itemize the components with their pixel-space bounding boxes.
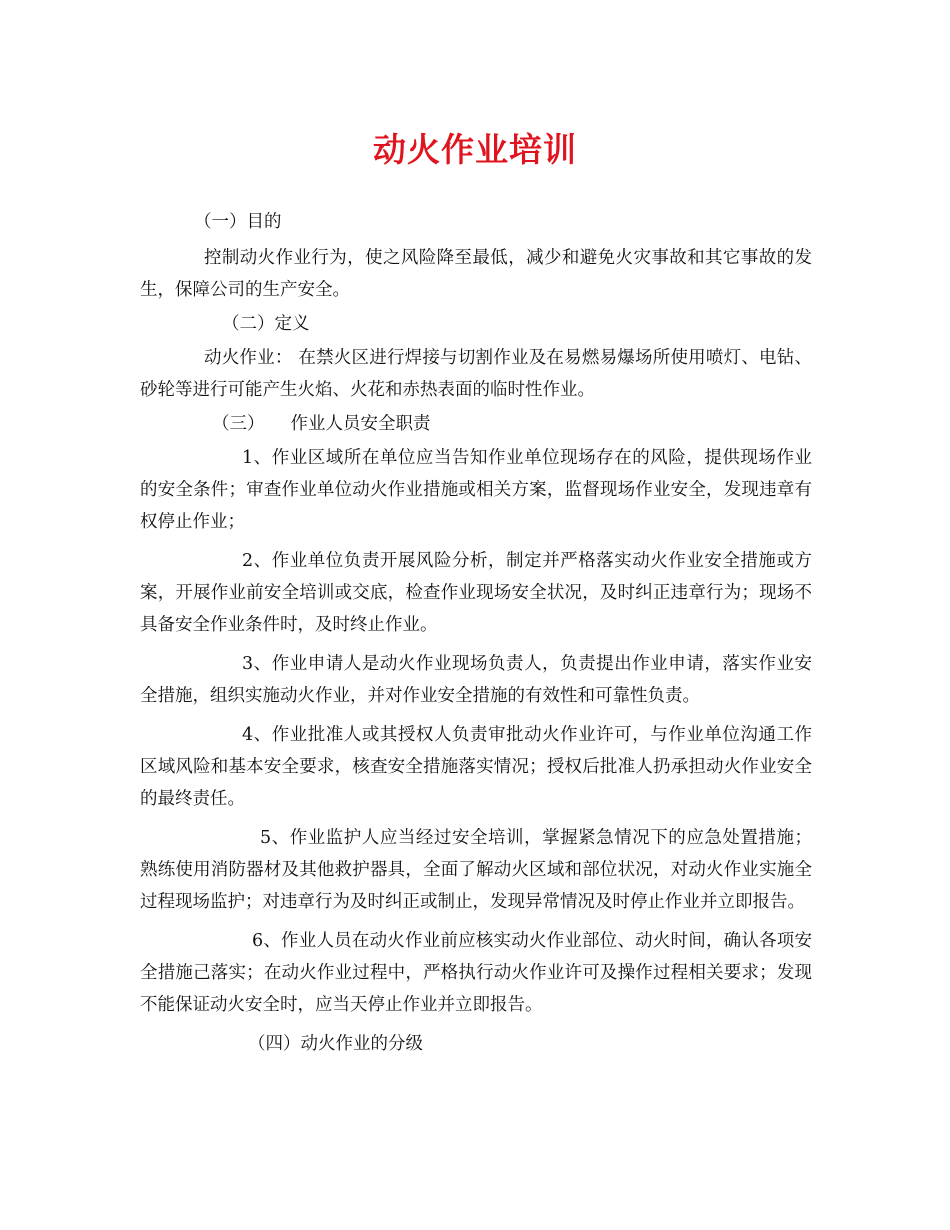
section-heading-classification: （四）动火作业的分级 <box>248 1034 423 1054</box>
purpose-paragraph: 控制动火作业行为，使之风险降至最低，减少和避免火灾事故和其它事故的发生，保障公司的生产安全。 <box>140 248 812 300</box>
section-heading-duties <box>140 408 812 440</box>
document-body <box>140 206 812 1060</box>
definition-paragraph: 动火作业： 在禁火区进行焊接与切割作业及在易燃易爆场所使用喷灯、电钻、砂轮等进行可能产生火焰、火花和赤热表面的临时性作业。 <box>140 348 812 400</box>
section-heading-purpose: （一）目的 <box>194 212 282 232</box>
duty-item-6: 6、作业人员在动火作业前应核实动火作业部位、动火时间，确认各项安全措施己落实；在动火作业过程中，严格执行动火作业许可及操作过程相关要求；发现不能保证动火安全时，应当天停止作业并立即报告。 <box>140 931 812 1015</box>
duties-heading-text: 作业人员安全职责 <box>290 414 431 434</box>
section-heading-definition: （二）定义 <box>222 314 310 334</box>
duty-item-2: 2、作业单位负责开展风险分析，制定并严格落实动火作业安全措施或方案，开展作业前安全培训或交底，检查作业现场安全状况，及时纠正违章行为；现场不具备安全作业条件时，及时终止作业。 <box>140 551 812 635</box>
duty-item-5: 5、作业监护人应当经过安全培训，掌握紧急情况下的应急处置措施；熟练使用消防器材及其他救护器具，全面了解动火区域和部位状况，对动火作业实施全过程现场监护；对违章行为及时纠正或制止，发现异常情况及时停止作业并立即报告。 <box>140 828 812 912</box>
document-title: 动火作业培训 <box>373 130 577 169</box>
duties-heading-number: （三） <box>212 414 265 434</box>
duty-item-3: 3、作业申请人是动火作业现场负责人，负责提出作业申请，落实作业安全措施，组织实施动火作业，并对作业安全措施的有效性和可靠性负责。 <box>140 654 812 706</box>
duty-item-1: 1、作业区域所在单位应当告知作业单位现场存在的风险，提供现场作业的安全条件；审查作业单位动火作业措施或相关方案，监督现场作业安全，发现违章有权停止作业； <box>140 448 812 532</box>
duty-item-4: 4、作业批准人或其授权人负责审批动火作业许可，与作业单位沟通工作区域风险和基本安全要求，核查安全措施落实情况；授权后批准人扔承担动火作业安全的最终责任。 <box>140 725 812 809</box>
